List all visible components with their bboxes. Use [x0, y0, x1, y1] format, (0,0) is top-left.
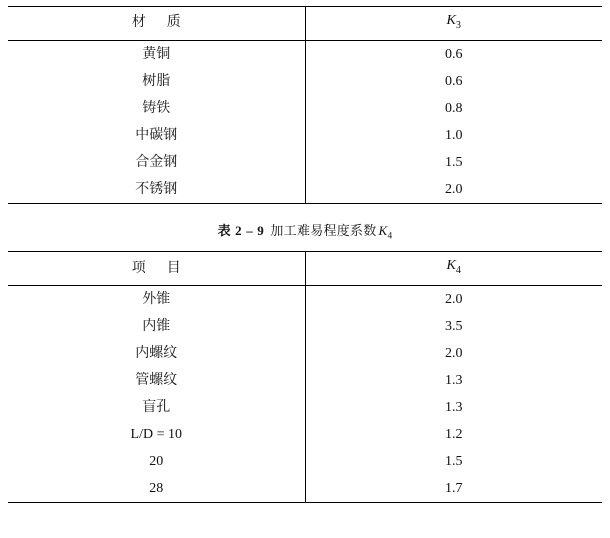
table-row	[8, 149, 602, 176]
row-item: 树脂	[8, 68, 305, 95]
table-row	[8, 95, 602, 122]
k4-header-symbol: $K_4$	[446, 258, 461, 277]
k4-header-item-label: 项 目	[131, 260, 185, 276]
row-item: 黄铜	[8, 40, 305, 68]
table-row	[8, 313, 602, 340]
table-row	[8, 367, 602, 394]
table-row	[8, 421, 602, 448]
row-item: 28	[8, 475, 305, 503]
row-value: 1.2	[445, 427, 463, 443]
row-item: 中碳钢	[8, 122, 305, 149]
k3-header-symbol: $K_3$	[446, 13, 461, 31]
table-header-row	[8, 252, 602, 286]
row-value: 3.5	[445, 319, 463, 335]
table-header-row	[8, 7, 602, 41]
row-item: 外锥	[8, 286, 305, 314]
row-item: 不锈钢	[8, 176, 305, 204]
k4-header-value-cell	[305, 252, 602, 286]
k3-header-value-cell	[305, 7, 602, 41]
row-item: 内锥	[8, 313, 305, 340]
k3-table-block	[8, 0, 602, 204]
row-item: 20	[8, 448, 305, 475]
k4-table-body	[8, 286, 602, 503]
caption-symbol: $K_4$	[378, 222, 393, 242]
table-row	[8, 394, 602, 421]
row-item: 铸铁	[8, 95, 305, 122]
row-value: 0.8	[445, 100, 463, 116]
table-row	[8, 122, 602, 149]
table-row	[8, 176, 602, 204]
row-item: 合金钢	[8, 149, 305, 176]
table-row	[8, 340, 602, 367]
table-row	[8, 286, 602, 314]
table-row	[8, 68, 602, 95]
row-value: 1.7	[445, 481, 463, 497]
k3-header-item-cell	[8, 7, 305, 41]
row-item: 盲孔	[8, 394, 305, 421]
row-item: 管螺纹	[8, 367, 305, 394]
row-value: 0.6	[445, 46, 463, 62]
k4-table-caption	[8, 204, 602, 252]
row-item: L/D = 10	[8, 421, 305, 448]
row-value: 1.3	[445, 400, 463, 416]
k3-header-item-label: 材 质	[131, 15, 185, 31]
k3-table-body	[8, 40, 602, 203]
row-value: 2.0	[445, 346, 463, 362]
row-value: 1.3	[445, 373, 463, 389]
row-value: 2.0	[445, 292, 463, 308]
k3-table	[8, 6, 602, 204]
k3-table-header	[8, 7, 602, 41]
row-value: 2.0	[445, 181, 463, 197]
row-value: 1.5	[445, 454, 463, 470]
row-value: 1.5	[445, 154, 463, 170]
k4-table-header	[8, 252, 602, 286]
table-row	[8, 448, 602, 475]
table-row	[8, 40, 602, 68]
k4-table-block	[8, 251, 602, 503]
caption-text: 加工难易程度系数	[270, 222, 377, 238]
k4-table	[8, 251, 602, 503]
table-row	[8, 475, 602, 503]
row-value: 1.0	[445, 127, 463, 143]
row-value: 0.6	[445, 73, 463, 89]
row-item: 内螺纹	[8, 340, 305, 367]
caption-number: 表 2 – 9	[217, 222, 265, 238]
k4-header-item-cell	[8, 252, 305, 286]
